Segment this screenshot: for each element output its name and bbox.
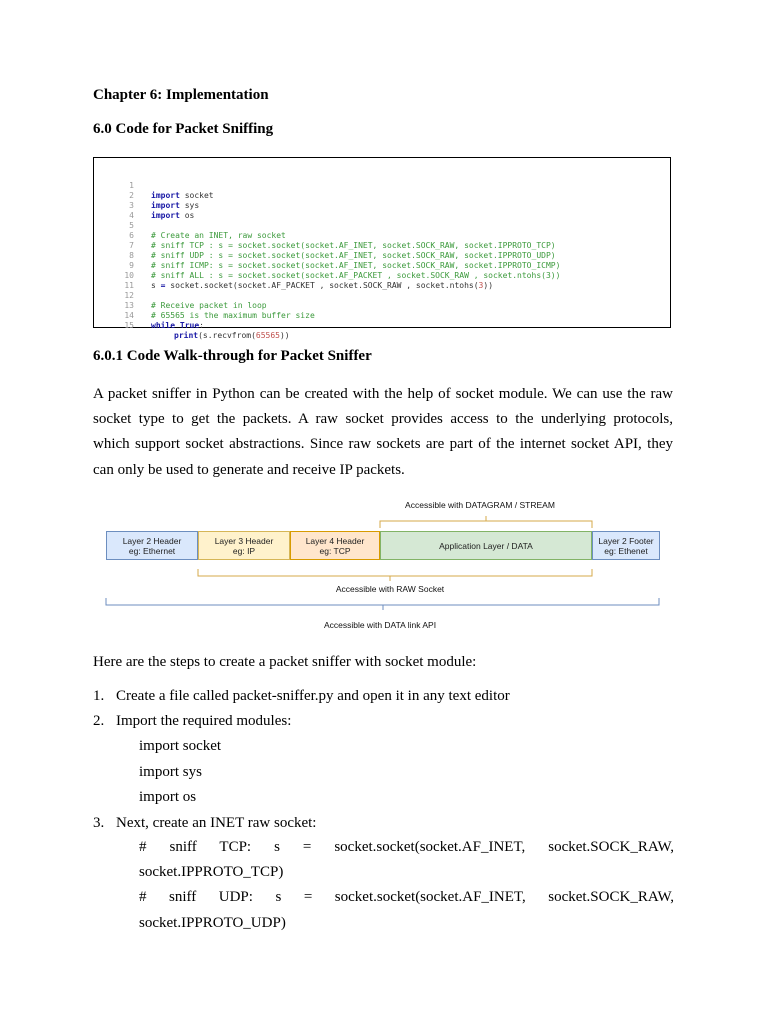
section-heading: 6.0 Code for Packet Sniffing — [93, 121, 274, 137]
code-text: (s.recvfrom( — [198, 331, 256, 340]
diagram-mid-label: Accessible with RAW Socket — [335, 584, 445, 594]
code-text: )) — [279, 331, 290, 340]
number-literal: 3 — [478, 281, 484, 290]
layer3-header-cell — [198, 531, 290, 560]
cell-label: Application Layer / DATA — [439, 540, 533, 551]
operator: = — [160, 281, 166, 290]
layer2-header-cell — [106, 531, 198, 560]
code-text: )) — [483, 281, 494, 290]
line-number: 5 — [129, 221, 134, 230]
step-subitem: import os — [139, 789, 197, 805]
application-layer-cell — [380, 531, 592, 560]
bottom-brace — [106, 598, 659, 610]
step-code-line — [139, 839, 674, 856]
code-line-text: # sniff TCP: s = socket.socket(socket.AF_INET, socket.SOCK_RAW, — [139, 839, 674, 855]
middle-brace — [198, 569, 592, 581]
cell-label: Layer 3 Header — [214, 535, 274, 546]
code-comment: # sniff TCP : s = socket.socket(socket.AF_INET, socket.SOCK_RAW, socket.IPPROTO_TCP) — [151, 241, 556, 250]
code-text: os — [179, 211, 195, 220]
code-comment: # sniff ALL : s = socket.socket(socket.AF_PACKET , socket.SOCK_RAW , socket.ntohs(3)) — [151, 271, 561, 280]
code-line-text: # sniff UDP: s = socket.socket(socket.AF_INET, socket.SOCK_RAW, — [139, 889, 674, 905]
keyword: import — [151, 191, 180, 200]
step-subitem: import sys — [139, 764, 202, 780]
line-number: 3 — [129, 201, 134, 210]
cell-label: Layer 2 Header — [122, 535, 182, 546]
keyword: print — [174, 331, 199, 340]
cell-sublabel: eg: Ethenet — [604, 545, 648, 556]
paragraph-line: can only be used to generate and receive IP packets. — [93, 462, 405, 478]
layer4-header-cell — [290, 531, 380, 560]
keyword: import — [151, 211, 180, 220]
chapter-heading: Chapter 6: Implementation — [93, 87, 269, 103]
subsection-heading: 6.0.1 Code Walk-through for Packet Sniffer — [93, 348, 372, 364]
cell-sublabel: eg: TCP — [319, 545, 351, 556]
step-text: Import the required modules: — [116, 713, 292, 729]
line-number: 14 — [124, 311, 134, 320]
step-code-line — [139, 889, 674, 906]
cell-sublabel: eg: Ethernet — [128, 545, 176, 556]
step-code-line: socket.IPPROTO_TCP) — [139, 864, 284, 880]
line-number: 6 — [129, 231, 134, 240]
step-number: 3. — [93, 815, 105, 831]
number-literal: 65565 — [255, 331, 280, 340]
step-number: 2. — [93, 713, 105, 729]
paragraph-line: which support socket abstractions. Since raw sockets are part of the internet socket API, they — [93, 436, 673, 452]
code-text: s — [151, 281, 161, 290]
cell-sublabel: eg: IP — [232, 545, 256, 556]
line-number: 10 — [124, 271, 134, 280]
code-comment: # sniff ICMP: s = socket.socket(socket.AF_INET, socket.SOCK_RAW, socket.IPPROTO_ICMP) — [151, 261, 561, 270]
step-text: Create a file called packet-sniffer.py and open it in any text editor — [116, 688, 510, 704]
step-subitem: import socket — [139, 738, 222, 754]
keyword: while True — [151, 321, 200, 330]
diagram-bottom-label: Accessible with DATA link API — [323, 620, 437, 630]
code-comment: # Create an INET, raw socket — [151, 231, 286, 240]
code-text: socket.socket(socket.AF_PACKET , socket.SOCK_RAW , socket.ntohs( — [165, 281, 479, 290]
code-comment: # 65565 is the maximum buffer size — [151, 311, 315, 320]
line-number: 2 — [129, 191, 134, 200]
line-number: 11 — [124, 281, 134, 290]
line-number: 7 — [129, 241, 134, 250]
line-number: 8 — [129, 251, 134, 260]
line-number: 9 — [129, 261, 134, 270]
step-number: 1. — [93, 688, 105, 704]
code-text: sys — [179, 201, 200, 210]
steps-intro: Here are the steps to create a packet sniffer with socket module: — [93, 654, 477, 670]
step-text: Next, create an INET raw socket: — [116, 815, 317, 831]
cell-label: Layer 2 Footer — [598, 535, 654, 546]
code-comment: # sniff UDP : s = socket.socket(socket.AF_INET, socket.SOCK_RAW, socket.IPPROTO_UDP) — [151, 251, 556, 260]
layer2-footer-cell — [592, 531, 660, 560]
code-text: socket — [179, 191, 214, 200]
paragraph-line: socket type to get the packets. A raw socket provides access to the underlying protocols, — [93, 411, 673, 427]
step-code-line: socket.IPPROTO_UDP) — [139, 915, 286, 931]
keyword: import — [151, 201, 180, 210]
diagram-top-label: Accessible with DATAGRAM / STREAM — [405, 500, 555, 510]
top-brace — [380, 516, 592, 528]
line-number: 12 — [124, 291, 134, 300]
line-number: 4 — [129, 211, 134, 220]
line-number: 15 — [124, 321, 134, 330]
line-number: 1 — [129, 181, 134, 190]
code-comment: # Receive packet in loop — [151, 301, 267, 310]
line-number: 13 — [124, 301, 134, 310]
paragraph-line: A packet sniffer in Python can be created with the help of socket module. We can use the raw — [93, 386, 673, 402]
code-text: : — [199, 321, 204, 330]
cell-label: Layer 4 Header — [305, 535, 365, 546]
